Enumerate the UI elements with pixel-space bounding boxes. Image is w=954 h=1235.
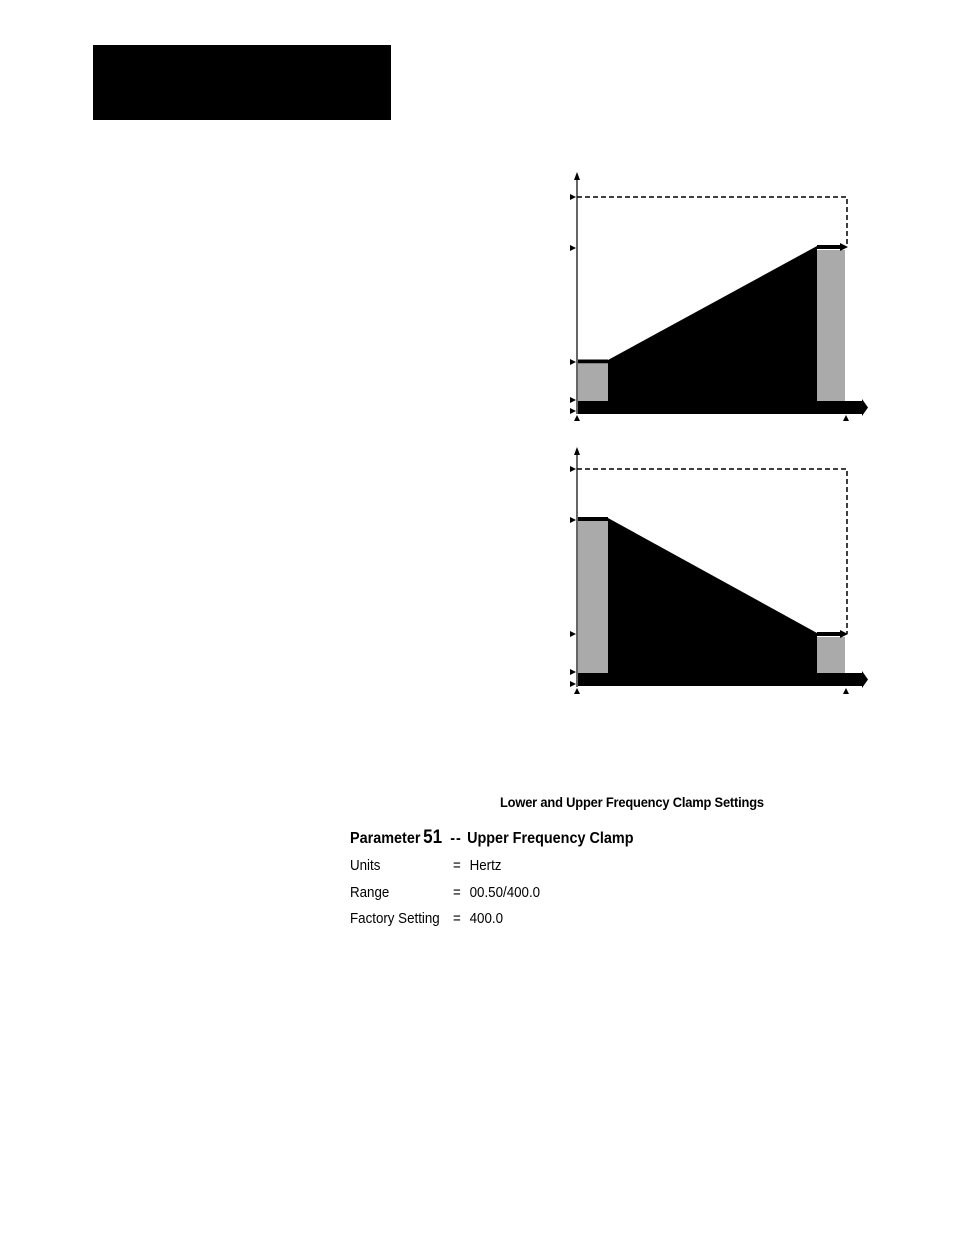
bottom-x-axis-bar [578,673,862,686]
bottom-tick-4 [570,669,576,675]
parameter-prefix: Parameter [350,830,421,847]
top-x-axis-bar [578,401,862,414]
chapter-header-bar [93,45,391,120]
top-x-axis-arrow [862,399,868,416]
top-tick-2 [570,245,576,251]
parameter-name: Upper Frequency Clamp [467,830,634,847]
spec-label: Units [350,858,381,874]
bottom-upper-clamp-band [578,521,608,673]
spec-value: 400.0 [469,911,503,927]
top-tick-1 [570,194,576,200]
bottom-ramp-area [608,518,817,686]
spec-label: Factory Setting [350,911,440,927]
bottom-x-axis-arrow [862,671,868,688]
bottom-xtick-right [843,688,849,694]
top-upper-clamp-arrow [840,243,848,251]
top-upper-clamp-band [817,250,845,401]
top-clamp-graph [570,172,868,421]
bottom-tick-1 [570,466,576,472]
spec-equals: = [453,858,461,874]
top-tick-4 [570,397,576,403]
bottom-tick-2 [570,517,576,523]
top-tick-3 [570,359,576,365]
bottom-lower-clamp-band [817,637,845,673]
top-y-axis-arrow [574,172,580,180]
top-max-frequency-dashed [577,197,847,247]
spec-row-factory-setting [350,911,503,927]
bottom-clamp-graph [570,447,868,694]
parameter-heading [350,827,634,849]
top-xtick-left [574,415,580,421]
spec-row-units [350,858,501,874]
top-xtick-right [843,415,849,421]
top-tick-5 [570,408,576,414]
top-lower-clamp-band [578,364,608,401]
spec-value: 00.50/400.0 [469,885,541,901]
bottom-y-axis-arrow [574,447,580,455]
spec-value: Hertz [469,858,502,874]
spec-equals: = [453,885,461,901]
spec-equals: = [453,911,461,927]
top-ramp-area [608,246,817,414]
parameter-separator: -- [450,830,462,847]
spec-row-range [350,885,540,901]
spec-label: Range [350,885,390,901]
bottom-tick-3 [570,631,576,637]
frequency-clamp-diagram [560,170,872,710]
bottom-xtick-left [574,688,580,694]
bottom-tick-5 [570,681,576,687]
figure-caption: Lower and Upper Frequency Clamp Settings [500,794,764,810]
parameter-number: 51 [423,827,443,848]
